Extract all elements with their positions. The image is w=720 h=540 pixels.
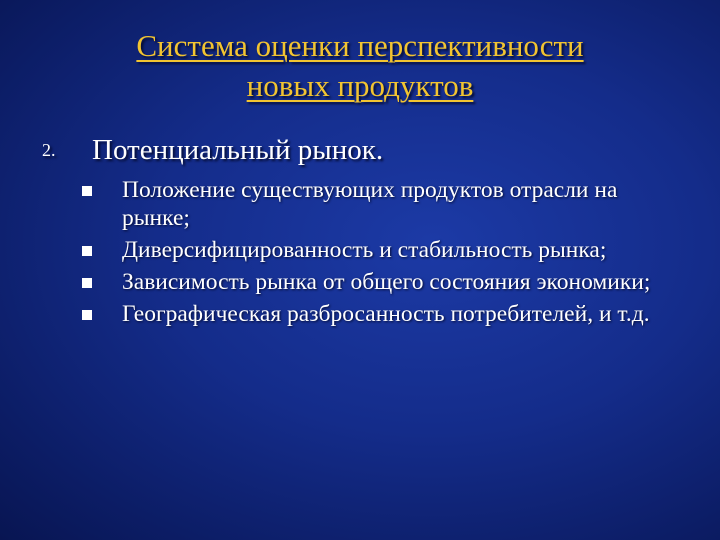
slide-title xyxy=(60,26,660,106)
section-number: 2. xyxy=(42,140,56,161)
section-header xyxy=(42,128,682,170)
bullet-text: Зависимость рынка от общего состояния экономики; xyxy=(122,269,651,295)
bullet-list xyxy=(82,176,682,332)
bullet-text: Географическая разбросанность потребителей, и т.д. xyxy=(122,301,650,327)
bullet-item xyxy=(82,268,682,296)
bullet-item xyxy=(82,236,682,264)
slide-title-line-1: Система оценки перспективности xyxy=(136,28,584,63)
square-bullet-icon xyxy=(82,310,92,320)
square-bullet-icon xyxy=(82,246,92,256)
bullet-text: Положение существующих продуктов отрасли на рынке; xyxy=(122,177,618,231)
square-bullet-icon xyxy=(82,278,92,288)
square-bullet-icon xyxy=(82,186,92,196)
bullet-item xyxy=(82,300,682,328)
bullet-text: Диверсифицированность и стабильность рынка; xyxy=(122,237,607,263)
bullet-item xyxy=(82,176,682,232)
slide-title-line-2: новых продуктов xyxy=(246,68,474,103)
section-heading: Потенциальный рынок. xyxy=(92,134,384,167)
